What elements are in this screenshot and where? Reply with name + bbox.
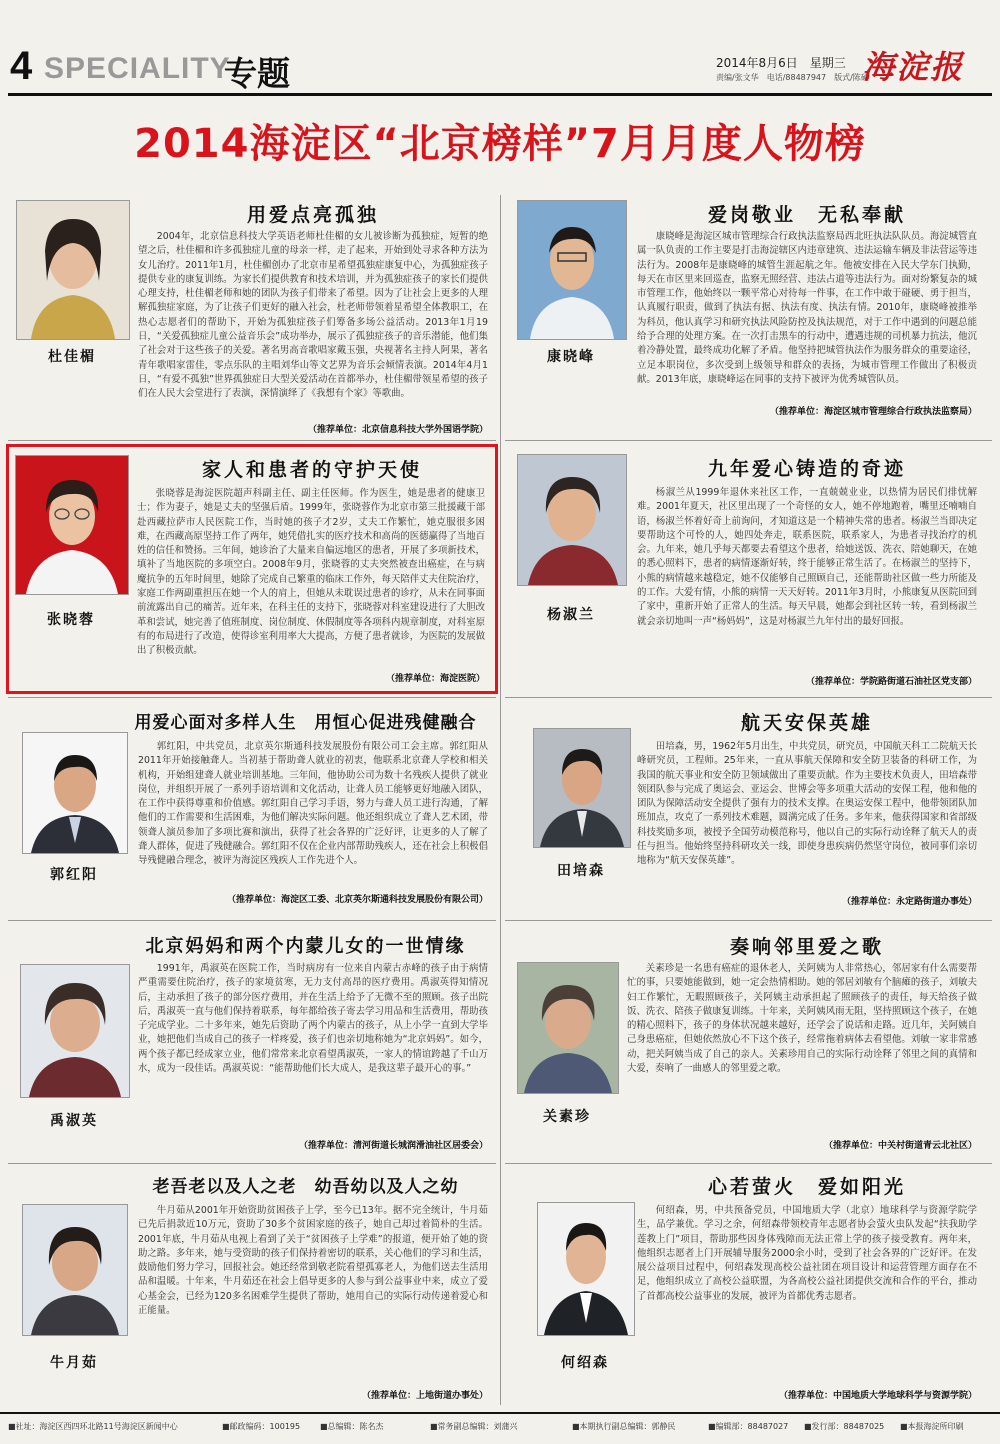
article-title: 航天安保英雄 (740, 712, 873, 734)
article-title: 用爱点亮孤独 (246, 204, 379, 226)
article-body: 张晓蓉是海淀医院超声科副主任、副主任医师。作为医生，她是患者的健康卫士；作为妻子，她是丈夫的坚强后盾。1999年，张晓蓉作为北京市第三批援藏干部赴西藏拉萨市人民医院工作，当时她的孩子才2岁，丈夫工作繁忙，她克服很多困难，在西藏高原坚持工作了两年，她凭借扎实的医疗技术和高尚的医德赢得了当地百姓的信任和赞扬。三年间，她诊治了大量来自偏远地区的患者，开展了多项新技术，填补了当地医院的多项空白。2008年9月，张晓蓉的丈夫突然被查出癌症，在与病魔抗争的五年时间里，她除了完成自己繁重的临床工作外，每天陪伴丈夫住院治疗，家庭工作两副重担压在她一个人的肩上，但她从未耽误过患者的诊疗，从未在同事面前流露出自己的痛苦。近年来，在科主任的支持下，张晓蓉对科室建设进行了大胆改革和尝试，她完善了值班制度、岗位制度、休假制度等各项科内规章制度，对科室原有的布局进行了改造，使得诊室利用率大大提高，方便了患者就诊，为医院的发展做出了积极贡献。 (137, 488, 485, 657)
recommending-unit: （推荐单位：北京信息科技大学外国语学院） (307, 425, 488, 435)
footer-deputy-editor: ■常务副总编辑：刘蒲兴 (430, 1422, 518, 1431)
page-footer (0, 1412, 1000, 1442)
article-body: 牛月茹从2001年开始资助贫困孩子上学，至今已13年。据不完全统计，牛月茹已先后捐款近10万元，资助了30多个贫困家庭的孩子，她自己却过着简朴的生活。2001年底，牛月茹从电视上看到了关于“贫困孩子上学难”的报道，便开始了她的资助之路。多年来，她与受资助的孩子们保持着密切的联系，关心他们的学习和生活，鼓励他们努力学习，回报社会。她还经常到敬老院看望孤寡老人，为他们送去生活用品和温暖。十年来，牛月茹还在社会上倡导更多的人参与到公益事业中来，成立了爱心基金会，已经为120多名困难学生提供了帮助，她用自己的实际行动传递着爱心和正能量。 (138, 1205, 488, 1317)
person-name: 郭红阳 (50, 867, 98, 883)
page-number: 4 (10, 44, 33, 88)
footer-address: ■社址：海淀区西四环北路11号海淀区新闻中心 (8, 1422, 178, 1431)
issue-date: 2014年8月6日 星期三 (716, 56, 846, 70)
row-divider (8, 697, 496, 698)
article-title: 九年爱心铸造的奇迹 (707, 458, 906, 480)
newspaper-logo: 海淀报 (862, 48, 965, 86)
row-divider (505, 1163, 992, 1164)
article-guan-suzhen (505, 926, 992, 1158)
person-name: 田培森 (557, 863, 605, 879)
article-du-jiamei (8, 196, 496, 436)
article-title: 用爱心面对多样人生 用恒心促进残健融合 (134, 713, 477, 733)
recommending-unit: （推荐单位：上地街道办事处） (361, 1391, 488, 1401)
recommending-unit: （推荐单位：中国地质大学地球科学与资源学院） (778, 1391, 977, 1401)
article-zhang-xiaorong (6, 444, 498, 694)
recommending-unit: （推荐单位：永定路街道办事处） (841, 897, 977, 907)
footer-postcode: ■邮政编码：100195 (222, 1422, 301, 1431)
footer-chief-editor: ■总编辑：陈名杰 (320, 1422, 384, 1431)
portrait-photo (22, 1204, 128, 1336)
article-body: 2004年，北京信息科技大学英语老师杜佳楣的女儿被诊断为孤独症，短暂的绝望之后，杜佳楣和许多孤独症儿童的母亲一样，走了起来，开始到处寻求各种方法为女儿治疗。2011年1月，杜佳楣创办了北京市星希望孤独症康复中心，为孤独症孩子提供专业的康复训练。为家长们提供教育和技术培训，并为孤独症孩子的家长们提供心理支持，杜佳楣老师和她的团队为孩子们带来了希望。因为了让社会上更多的人理解孤独症家庭，为了让孩子们更好的融入社会，杜老师带领着星希望全体教职工，在热心志愿者们的帮助下，开始为孤独症孩子们筹备多场公益活动。2013年1月19日，“关爱孤独症儿童公益音乐会”成功举办，展示了孤独症孩子的音乐潜能，他们集了社会对于这些孩子的关爱。著名男高音歌唱家戴玉强，央视著名主持人阿果，著名青年歌唱家雷佳，零点乐队的主唱刘华山等文艺界为音乐会倾情表演。2014年4月1日，“有爱不孤独”世界孤独症日大型关爱活动在首都举办，杜佳楣带领星希望的孩子们在人民大会堂进行了表演，深情演绎了《我想有个家》等歌曲。 (138, 231, 488, 400)
row-divider (505, 920, 992, 921)
article-tian-peisen (505, 702, 992, 916)
recommending-unit: （推荐单位：中关村街道青云北社区） (823, 1141, 977, 1151)
person-name: 牛月茹 (50, 1355, 98, 1371)
article-title: 爱岗敬业 无私奉献 (707, 204, 906, 226)
article-title: 奏响邻里爱之歌 (729, 936, 884, 958)
portrait-photo (517, 200, 627, 340)
article-yang-shulan (505, 446, 992, 692)
person-name: 康晓峰 (547, 349, 595, 365)
article-body: 关素珍是一名患有癌症的退休老人，关阿姨为人非常热心，邻居家有什么需要帮忙的事，只要她能做到，她一定会热情相助。她的邻居刘敏有个脑瘫的孩子，刘敏夫妇工作繁忙，无暇照顾孩子，关阿姨主动承担起了照顾孩子的责任，每天给孩子做饭、洗衣、陪孩子做康复训练。十年来，关阿姨风雨无阻，坚持照顾这个孩子，在她的精心照料下，孩子的身体状况越来越好，还学会了说话和走路。近几年，关阿姨自己身患癌症，但她依然放心不下这个孩子，经常拖着病体去看望他。刘敏一家非常感动，把关阿姨当成了自己的亲人。关素珍用自己的实际行动诠释了邻里之间的真情和大爱，奏响了一曲感人的邻里爱之歌。 (627, 963, 977, 1075)
article-niu-yueru (8, 1168, 496, 1408)
article-body: 1991年，禹淑英在医院工作，当时病房有一位来自内蒙古赤峰的孩子由于病情严重需要住院治疗，孩子的家境贫寒，无力支付高昂的医疗费用。禹淑英得知情况后，主动承担了孩子的部分医疗费用，并在生活上给予了无微不至的照顾。孩子出院后，禹淑英一直与他们保持着联系，每年都给孩子寄去学习用品和生活费用，帮助孩子完成学业。二十多年来，她先后资助了两个内蒙古的孩子，从上小学一直到大学毕业，她把他们当成自己的孩子一样疼爱，孩子们也亲切地称她为“北京妈妈”。如今，两个孩子都已经成家立业，他们常常来北京看望禹淑英，一家人的情谊跨越了千山万水，成为一段佳话。禹淑英说：“能帮助他们长大成人，是我这辈子最开心的事。” (138, 963, 488, 1075)
article-yu-shuying (8, 926, 496, 1158)
row-divider (8, 440, 496, 441)
person-name: 禹淑英 (50, 1113, 98, 1129)
row-divider (8, 920, 496, 921)
footer-printer: ■本报海淀所印刷 (900, 1422, 964, 1431)
recommending-unit: （推荐单位：海淀医院） (385, 674, 485, 684)
row-divider (505, 440, 992, 441)
article-title: 老吾老以及人之老 幼吾幼以及人之幼 (152, 1177, 459, 1197)
article-he-shaosen (505, 1168, 992, 1408)
person-name: 关素珍 (543, 1109, 591, 1125)
row-divider (8, 1163, 496, 1164)
article-body: 田培森，男，1962年5月出生，中共党员，研究员，中国航天科工二院航天长峰研究员，工程师。25年来，一直从事航天保障和安全防卫装备的科研工作，为我国的航天事业和安全防卫领域做出了重要贡献。作为主要技术负责人，田培森带领团队参与完成了奥运会、亚运会、世博会等多项重大活动的安保工程，他和他的团队为保障活动安全提供了强有力的技术支撑。在奥运安保工程中，他带领团队加班加点，攻克了一系列技术难题，圆满完成了任务。多年来，他获得国家和省部级科技奖励多项，被授予全国劳动模范称号，他以自己的实际行动诠释了航天人的责任与担当。他始终坚持科研攻关一线，即使身患疾病仍然坚守岗位，被同事们亲切地称为“航天安保英雄”。 (637, 741, 977, 867)
portrait-photo (517, 962, 619, 1094)
article-title: 北京妈妈和两个内蒙儿女的一世情缘 (145, 936, 466, 957)
section-label-en: SPECIALITY (44, 52, 231, 85)
portrait-photo (15, 455, 129, 595)
row-divider (505, 697, 992, 698)
recommending-unit: （推荐单位：学院路街道石油社区党支部） (805, 677, 977, 687)
article-guo-hongyang (8, 702, 496, 916)
article-body: 郭红阳，中共党员，北京英尔斯通科技发展股份有限公司工会主席。郭红阳从2011年开始接触聋人。当初基于帮助聋人就业的初衷，他联系北京聋人学校和相关机构，开始组建聋人就业培训基地。三年间，他协助公司为数十名残疾人提供了就业岗位，并组织开展了一系列手语培训和文化活动，让聋人员工能够更好地融入团队，在工作中获得尊重和价值感。郭红阳自己学习手语，努力与聋人员工进行沟通，了解他们的工作需要和生活困难，为他们解决实际问题。他还组织成立了聋人艺术团，带领聋人演员参加了多项比赛和演出，获得了社会各界的广泛好评，让更多的人了解了聋人群体，促进了残健融合。郭红阳不仅在企业内部帮助残疾人，还在社会上积极倡导残健融合理念，被评为海淀区残疾人工作先进个人。 (138, 741, 488, 867)
portrait-photo (533, 728, 631, 848)
article-kang-xiaofeng (505, 196, 992, 436)
masthead-rule (8, 93, 992, 96)
person-name: 何绍森 (561, 1355, 609, 1371)
footer-duty-editor: ■本期执行副总编辑：郭静民 (572, 1422, 676, 1431)
article-body: 康晓峰是海淀区城市管理综合行政执法监察局西北旺执法队队员。海淀城管直属一队负责的工作主要是打击海淀辖区内违章建筑、违法运输车辆及非法营运等违法行为。2008年是康晓峰的城管生涯起航之年。他被安排在入民大学东门执勤，每天在市区里来回巡查，监察无照经营、违法占道等违法行为。面对纷繁复杂的城市管理工作，他始终以一颗平常心对待每一件事，在工作中敢于碰硬、勇于担当，认真履行职责，做到了执法有据、执法有度、执法有情。2010年，康晓峰被推举为科员，他认真学习和研究执法风险防控及执法规范，对于工作中遇到的问题总能给予合理的处理方案。在一次打击黑车的行动中，遭遇违规的司机暴力抗法，他沉着冷静处置，最终成功化解了矛盾。他坚持把城管执法作为服务群众的重要途径，立足本职岗位，多次受到上级领导和群众的表扬，为城市管理工作做出了积极贡献。2013年底，康晓峰运在同事的支持下被评为优秀城管队员。 (637, 231, 977, 385)
footer-editorial-phone: ■编辑部：88487027 (708, 1422, 789, 1431)
person-name: 杜佳楣 (48, 349, 96, 365)
page-headline: 2014海淀区“北京榜样”7月月度人物榜 (134, 121, 866, 167)
portrait-photo (22, 732, 128, 854)
article-title: 家人和患者的守护天使 (201, 459, 422, 481)
portrait-photo (16, 200, 130, 340)
portrait-photo (20, 964, 130, 1098)
footer-distribution-phone: ■发行部：88487025 (804, 1422, 885, 1431)
person-name: 杨淑兰 (547, 607, 595, 623)
recommending-unit: （推荐单位：海淀区工委、北京英尔斯通科技发展股份有限公司） (226, 895, 488, 905)
portrait-photo (537, 1202, 635, 1336)
column-divider (500, 195, 501, 1405)
recommending-unit: （推荐单位：清河街道长城润滑油社区居委会） (298, 1141, 488, 1151)
article-body: 何绍森，男，中共预备党员，中国地质大学（北京）地球科学与资源学院学生，品学兼优。学习之余，何绍森带领校青年志愿者协会萤火虫队发起“扶我助学莲教上门”项目，帮助那些因身体残障而无法正常上学的孩子接受教育。两年来，他组织志愿者上门开展辅导服务2000余小时，受到了社会各界的广泛好评。在发展公益项目过程中，何绍森发现高校公益社团在项目设计和运营管理方面存在不足，他组织成立了高校公益联盟，为各高校公益社团提供交流和合作的平台，推动了首都高校公益事业的发展，被评为首都优秀志愿者。 (637, 1205, 977, 1302)
recommending-unit: （推荐单位：海淀区城市管理综合行政执法监察局） (769, 407, 977, 417)
article-body: 杨淑兰从1999年退休来社区工作，一直兢兢业业，以热情为居民们排忧解难。2001年夏天，社区里出现了一个奇怪的女人，她不停地跑着，嘴里还喃喃自语，杨淑兰怀着好奇上前询问，才知道这是一个精神失常的患者。杨淑兰当即决定要帮助这个可怜的人，她四处奔走，联系医院，联系家人，为患者寻找治疗的机会。九年来，她几乎每天都要去看望这个患者，给她送饭、洗衣、陪她聊天，在她的悉心照料下，患者的病情逐渐好转，终于能够正常生活了。在杨淑兰的坚持下，小熊的病情越来越稳定，她不仅能够自己照顾自己，还能帮助社区做一些力所能及的工作。大爱有情，小熊的病情一天天好转。2011年3月时，小熊康复从医院回到了家中，重新开始了正常人的生活。每天早晨，她都会到社区转一转，看到杨淑兰就会亲切地叫一声“杨妈妈”，这是对杨淑兰九年付出的最好回报。 (637, 487, 977, 627)
person-name: 张晓蓉 (47, 612, 95, 628)
editor-credits: 责编/张文华 电话/88487947 版式/陈硕 (716, 73, 869, 82)
article-title: 心若萤火 爱如阳光 (707, 1176, 906, 1198)
portrait-photo (517, 454, 627, 586)
section-label-cn: 专题 (224, 54, 290, 93)
